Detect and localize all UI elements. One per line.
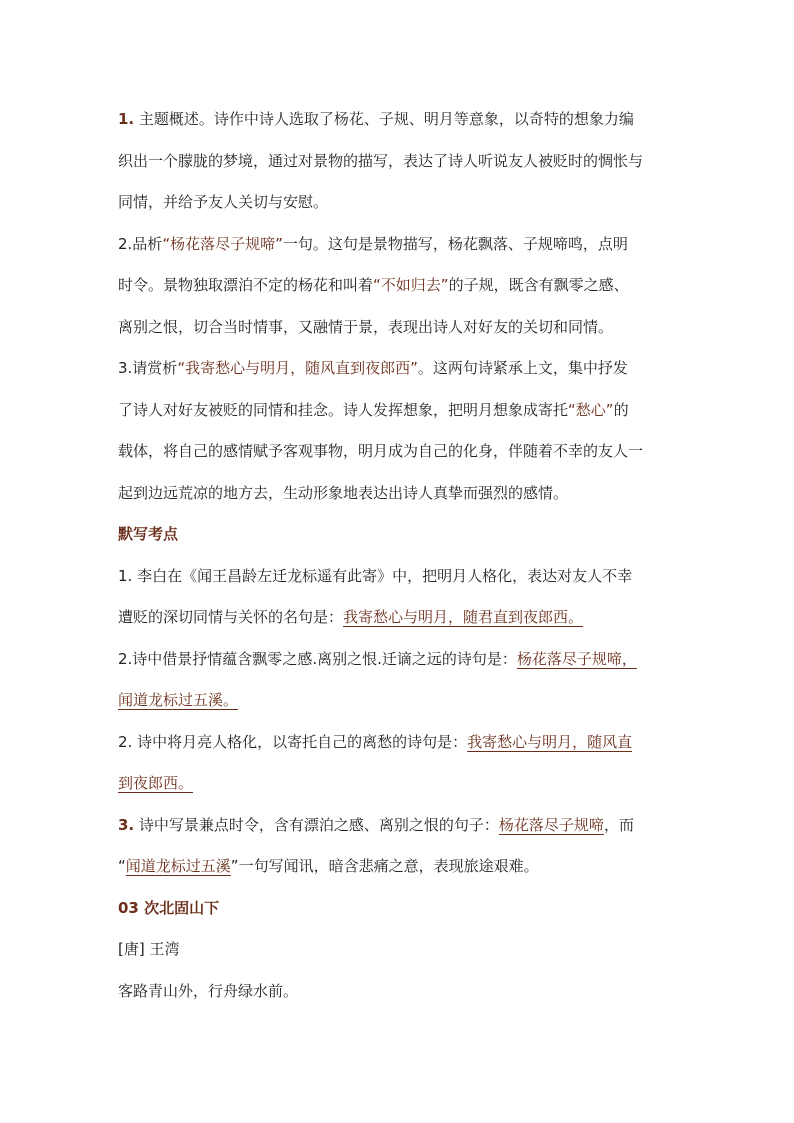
dictation-q4-answer-part1: 杨花落尽子规啼 bbox=[498, 816, 604, 834]
para1-line1 bbox=[118, 108, 634, 130]
poem-author: [唐] 王湾 bbox=[118, 940, 180, 958]
dictation-q2-prompt: 2.诗中借景抒情蕴含飘零之感.离别之恨.迁谪之远的诗句是： bbox=[118, 650, 517, 668]
dictation-q1-line1: 1. 李白在《闻王昌龄左迁龙标遥有此寄》中，把明月人格化，表达对友人不幸 bbox=[118, 567, 633, 585]
para3-prefix: 3.请赏析 bbox=[118, 359, 178, 377]
dictation-q3-answer-part1: 我寄愁心与明月，随风直 bbox=[467, 733, 633, 751]
para3-line2-a: 了诗人对好友被贬的同情和挂念。诗人发挥想象，把明月想象成寄托 bbox=[118, 401, 569, 419]
para1-line2: 织出一个朦胧的梦境，通过对景物的描写，表达了诗人听说友人被贬时的惆怅与 bbox=[118, 152, 644, 170]
para3-line1 bbox=[118, 357, 628, 379]
para3-quote: “我寄愁心与明月，随风直到夜郎西” bbox=[177, 359, 418, 377]
poem-line1: 客路青山外，行舟绿水前。 bbox=[118, 982, 299, 1000]
dictation-q2-line2 bbox=[118, 689, 238, 711]
dictation-q3-answer-part2: 到夜郎西。 bbox=[118, 774, 194, 792]
dictation-q4-number: 3. bbox=[118, 816, 135, 834]
para2-line3: 离别之恨，切合当时情事，又融情于景，表现出诗人对好友的关切和同情。 bbox=[118, 318, 614, 336]
para2-line2 bbox=[118, 274, 629, 296]
dictation-q4-line1 bbox=[118, 814, 634, 836]
dictation-q2-answer-part1: 杨花落尽子规啼， bbox=[516, 650, 637, 668]
para1-text: 主题概述。诗作中诗人选取了杨花、子规、明月等意象，以奇特的想象力编 bbox=[138, 110, 634, 128]
para3-line2 bbox=[118, 399, 629, 421]
dictation-q1-prompt: 遭贬的深切同情与关怀的名句是： bbox=[118, 608, 344, 626]
dictation-q4-rest: ”一句写闻讯，暗含悲痛之意，表现旅途艰难。 bbox=[230, 857, 539, 875]
para3-line4: 起到边远荒凉的地方去，生动形象地表达出诗人真挚而强烈的感情。 bbox=[118, 484, 569, 502]
para2-quote: “杨花落尽子规啼” bbox=[162, 235, 283, 253]
dictation-q4-prompt: 诗中写景兼点时令，含有漂泊之感、离别之恨的句子： bbox=[134, 816, 499, 834]
para2-prefix: 2.品析 bbox=[118, 235, 163, 253]
dictation-q2-answer-part2: 闻道龙标过五溪。 bbox=[118, 691, 239, 709]
para2-line2-b: 的子规，既含有飘零之感、 bbox=[448, 276, 629, 294]
para3-line3: 载体，将自己的感情赋予客观事物，明月成为自己的化身，伴随着不幸的友人一 bbox=[118, 442, 644, 460]
dictation-q3-prompt: 2. 诗中将月亮人格化，以寄托自己的离愁的诗句是： bbox=[118, 733, 468, 751]
para3-rest: 。这两句诗紧承上文，集中抒发 bbox=[417, 359, 628, 377]
dictation-heading: 默写考点 bbox=[118, 525, 179, 543]
dictation-q3-line2 bbox=[118, 772, 193, 794]
dictation-q4-line2 bbox=[118, 855, 539, 877]
para1-number: 1. bbox=[118, 110, 135, 128]
para3-line2-quote: “愁心” bbox=[568, 401, 614, 419]
dictation-q4-open-quote: “ bbox=[118, 857, 126, 875]
dictation-q2-line1 bbox=[118, 648, 637, 670]
dictation-q1-line2 bbox=[118, 606, 583, 628]
poem-title: 03 次北固山下 bbox=[118, 899, 220, 917]
dictation-q4-connector: ，而 bbox=[603, 816, 634, 834]
dictation-q1-answer: 我寄愁心与明月，随君直到夜郎西。 bbox=[343, 608, 584, 626]
para2-line2-quote: “不如归去” bbox=[373, 276, 449, 294]
para3-line2-b: 的 bbox=[613, 401, 629, 419]
para2-line2-a: 时令。景物独取漂泊不定的杨花和叫着 bbox=[118, 276, 374, 294]
para2-line1 bbox=[118, 233, 628, 255]
dictation-q4-answer-part2: 闻道龙标过五溪 bbox=[125, 857, 231, 875]
para1-line3: 同情，并给予友人关切与安慰。 bbox=[118, 193, 329, 211]
dictation-q3-line1 bbox=[118, 731, 632, 753]
para2-rest: 一句。这句是景物描写，杨花飘落、子规啼鸣，点明 bbox=[282, 235, 628, 253]
